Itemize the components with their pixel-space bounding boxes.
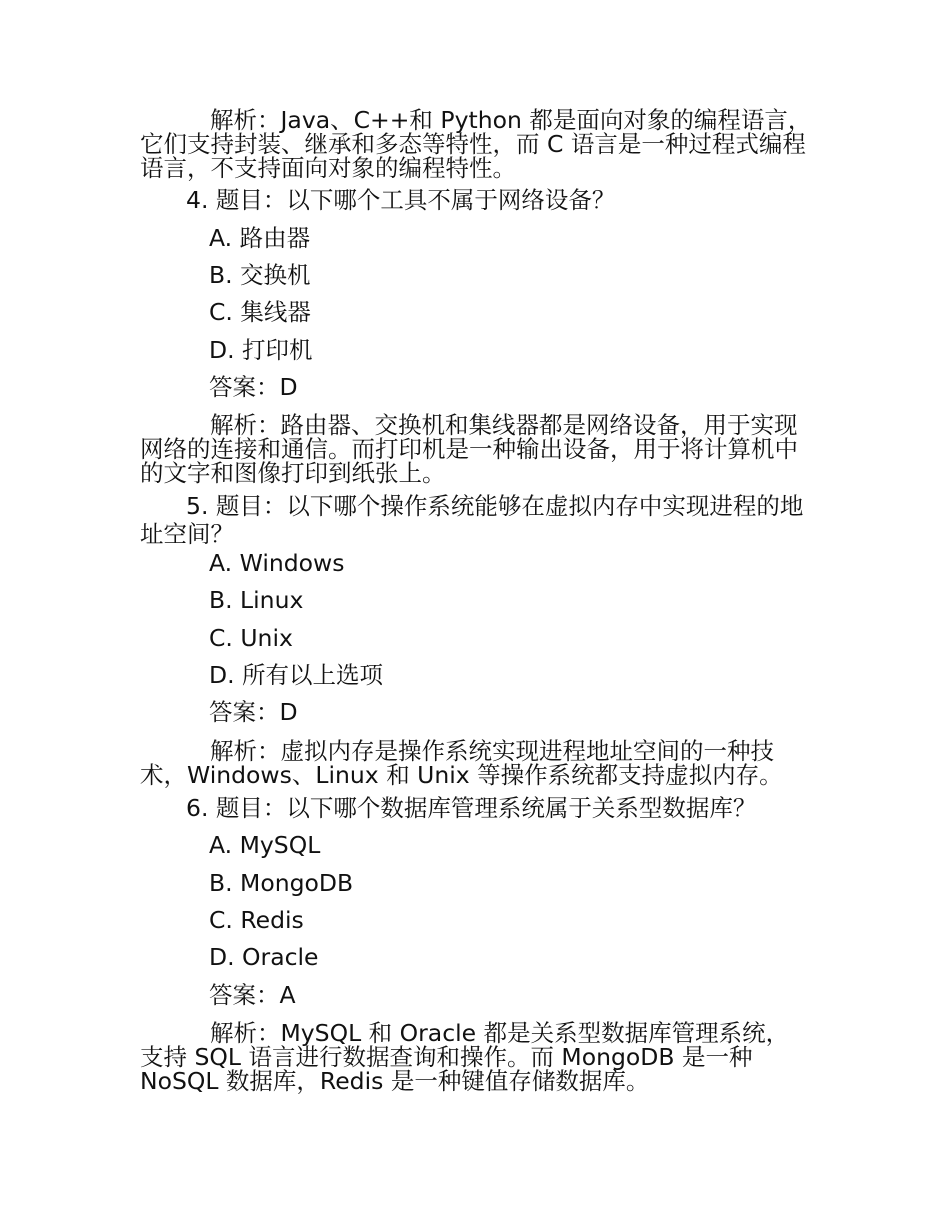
q6-answer: 答案：A — [209, 981, 296, 1009]
q5-title: 5. 题目：以下哪个操作系统能够在虚拟内存中实现进程的地址空间？ — [140, 492, 804, 548]
q4-title: 4. 题目：以下哪个工具不属于网络设备？ — [186, 186, 616, 214]
q5-option-c: C. Unix — [209, 624, 293, 652]
q4-option-a: A. 路由器 — [209, 224, 311, 252]
q5-option-d: D. 所有以上选项 — [209, 661, 384, 689]
q5-option-a: A. Windows — [209, 549, 345, 577]
q4-analysis: 解析：路由器、交换机和集线器都是网络设备，用于实现网络的连接和通信。而打印机是一种输出设备，用于将计算机中的文字和图像打印到纸张上。 — [140, 411, 798, 487]
q4-option-c: C. 集线器 — [209, 298, 311, 326]
q6-option-a: A. MySQL — [209, 831, 321, 859]
q4-option-d: D. 打印机 — [209, 336, 313, 364]
q4-option-b: B. 交换机 — [209, 261, 311, 289]
q5-answer: 答案：D — [209, 698, 298, 726]
q6-option-c: C. Redis — [209, 906, 304, 934]
q4-answer: 答案：D — [209, 373, 298, 401]
q6-analysis: 解析：MySQL 和 Oracle 都是关系型数据库管理系统，支持 SQL 语言进行数据查询和操作。而 MongoDB 是一种 NoSQL 数据库，Redis 是一种键值存储数据库。 — [140, 1019, 790, 1095]
q6-option-d: D. Oracle — [209, 943, 319, 971]
q6-option-b: B. MongoDB — [209, 869, 354, 897]
q5-analysis: 解析：虚拟内存是操作系统实现进程地址空间的一种技术，Windows、Linux 和 Unix 等操作系统都支持虚拟内存。 — [140, 737, 783, 789]
q6-title: 6. 题目：以下哪个数据库管理系统属于关系型数据库？ — [186, 794, 757, 822]
q3-analysis: 解析：Java、C++和 Python 都是面向对象的编程语言，它们支持封装、继承和多态等特性，而 C 语言是一种过程式编程语言，不支持面向对象的编程特性。 — [140, 106, 812, 182]
q5-option-b: B. Linux — [209, 586, 304, 614]
